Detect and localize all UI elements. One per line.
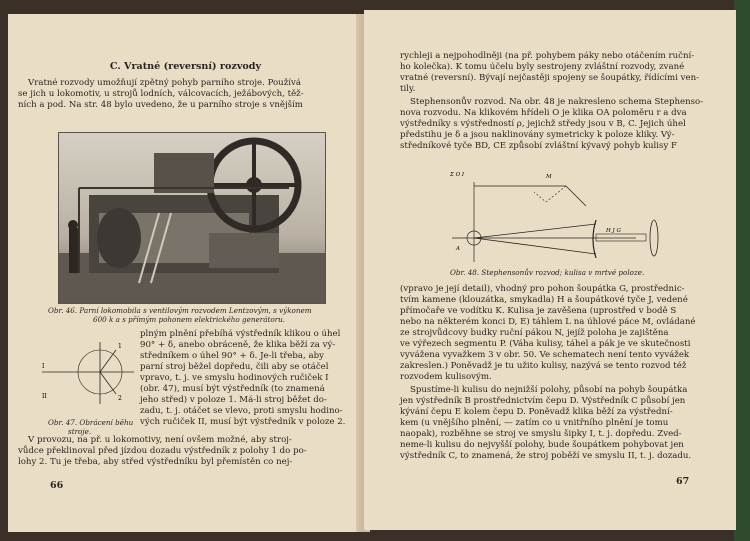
right-para1-line: ho kolečka). K tomu účelu byly sestrojeny zvláštní rozvody, zvané xyxy=(400,62,685,72)
svg-text:II: II xyxy=(42,393,47,400)
right-para2-line: naopak), rozběhne se stroj ve smyslu šipky I, t. j. dopředu. Zved- xyxy=(400,429,682,439)
left-para2-line: vých ručiček II, musí být výstředník v poloze 2. xyxy=(140,417,346,427)
page-number-right: 67 xyxy=(676,476,690,487)
left-para1-line: ních a pod. Na str. 48 bylo uvedeno, že u parního stroje s vnějším xyxy=(18,100,303,110)
svg-text:1: 1 xyxy=(118,343,122,350)
left-para1-line: se jich u lokomotiv, u strojů lodních, válcovacích, ježábových, těž- xyxy=(18,89,304,99)
left-para2-line: jeho střed) v poloze 1. Má-li stroj běžet do- xyxy=(140,395,327,405)
right-para1-line: středníkové tyče BD, CE způsobí zvláštní kývavý pohyb kulisy F xyxy=(400,141,678,151)
right-para1-line: Stephensonův rozvod. Na obr. 48 je nakresleno schema Stephenso- xyxy=(410,97,704,107)
left-para2-line: parní stroj běžel dopředu, čili aby se otáčel xyxy=(140,362,329,372)
right-para1-line: rychleji a nejpohodlněji (na př. pohybem páky nebo otáčením ruční- xyxy=(400,51,695,61)
left-para3-line: vůdce překlinoval před jízdou dozadu výstředník z polohy 1 do po- xyxy=(18,446,307,456)
fig48-diagram xyxy=(446,162,668,266)
right-para1-line: vratné (reversní). Bývají nejčastěji spojeny se šoupátky, řídícími ven- xyxy=(400,73,700,83)
right-para2-line: jen výstředník B prostřednictvím čepu D. Výstředník C působí jen xyxy=(400,396,686,406)
locomobile-photo xyxy=(58,132,326,304)
left-para3-line: V provozu, na př. u lokomotivy, není ovšem možné, aby stroj- xyxy=(28,435,292,445)
right-para2-line: rozvodem kulisovým. xyxy=(400,372,492,382)
fig47-diagram xyxy=(38,338,138,410)
right-para2-line: nebo na některém konci D, E) táhlem L na úhlové páce M, ovládané xyxy=(400,317,696,327)
cover-edge xyxy=(734,0,750,541)
page-number-left: 66 xyxy=(50,480,64,491)
left-para2-line: vpravo, t. j. ve smyslu hodinových ručiček I xyxy=(140,373,329,383)
svg-text:H J G: H J G xyxy=(606,228,621,234)
svg-text:I: I xyxy=(42,363,45,370)
right-para2-line: tvím kamene (klouzátka, smykadla) H a šoupátkové tyče J, vedené xyxy=(400,295,688,305)
fig48-caption: Obr. 48. Stephensonův rozvod; kulisa v mrtvé poloze. xyxy=(450,268,645,277)
right-para2-line: kývání čepu E kolem čepu D. Poněvadž klika běží za výstřední- xyxy=(400,407,673,417)
right-para2-line: neme-li kulisu do nejvyšší polohy, bude šoupátkem pohybovat jen xyxy=(400,440,684,450)
right-para2-line: vyvážena vyvažkem 3 v obr. 50. Ve schematech není tento vyvážek xyxy=(400,350,690,360)
right-para2-line: zakreslen.) Poněvadž je tu užito kulisy, nazývá se tento rozvod též xyxy=(400,361,687,371)
left-para1-line: Vratné rozvody umožňují zpětný pohyb parního stroje. Používá xyxy=(28,78,301,88)
left-para2-line: zadu, t. j. otáčet se vlevo, proti smyslu hodino- xyxy=(140,406,343,416)
left-para2-line: 90° + δ, anebo obráceně, že klika běží za vý- xyxy=(140,340,336,350)
svg-text:M: M xyxy=(546,174,552,180)
right-para1-line: nova rozvodu. Na klikovém hřídeli O je klika OA poloměru r a dva xyxy=(400,108,687,118)
right-para1-line: výstředníky s výstředností ρ, jejichž středy jsou v B, C. Jejich úhel xyxy=(400,119,686,129)
left-para3-line: lohy 2. Tu je třeba, aby střed výstředníku byl přemístěn co nej- xyxy=(18,457,293,467)
section-heading: C. Vratné (reversní) rozvody xyxy=(109,61,262,72)
right-para2-line: přímočaře ve vodítku K. Kulisa je zavěšena (uprostřed v bodě S xyxy=(400,306,677,316)
left-para2-line: středníkem o úhel 90° + δ. Je-li třeba, aby xyxy=(140,351,324,361)
right-para2-line: Spustíme-li kulisu do nejnižší polohy, působí na pohyb šoupátka xyxy=(410,385,688,395)
right-para2-line: kem (u vnějšího plnění, — zatím co u vnitřního plnění je tomu xyxy=(400,418,669,428)
svg-text:Σ O I: Σ O I xyxy=(450,172,465,178)
right-para2-line: výstředník C, to znamená, že stroj poběží ve smyslu II, t. j. dozadu. xyxy=(400,451,692,461)
fig46-caption: Obr. 46. Parní lokomobila s ventilovým rozvodem Lentzovým, s výkonem xyxy=(48,306,312,315)
right-para1-line: předstihu je δ a jsou naklinovány symetricky k poloze kliky. Vý- xyxy=(400,130,675,140)
right-para2-line: ve výřezech segmentu P. (Váha kulisy, táhel a pák je ve skutečnosti xyxy=(400,339,691,349)
fig47-caption: Obr. 47. Obrácení běhu xyxy=(48,418,134,427)
right-para1-line: tily. xyxy=(400,84,416,94)
fig46-caption: 600 k a s přímým pohonem elektrického generátoru. xyxy=(93,315,286,324)
left-para2-line: plným plnění přebíhá výstředník klikou o úhel xyxy=(140,329,341,339)
right-para2-line: (vpravo je její detail), vhodný pro pohon šoupátka G, prostřednic- xyxy=(400,284,685,294)
svg-text:A: A xyxy=(456,246,460,252)
right-para2-line: ze strojvůdcovy budky ruční pákou N, jejíž poloha je zajištěna xyxy=(400,328,669,338)
right-page xyxy=(364,10,736,530)
svg-text:2: 2 xyxy=(118,395,122,402)
left-para2-line: (obr. 47), musí být výstředník (to znamená xyxy=(140,384,325,394)
fig47-caption: stroje. xyxy=(68,427,92,436)
left-page xyxy=(8,14,364,532)
